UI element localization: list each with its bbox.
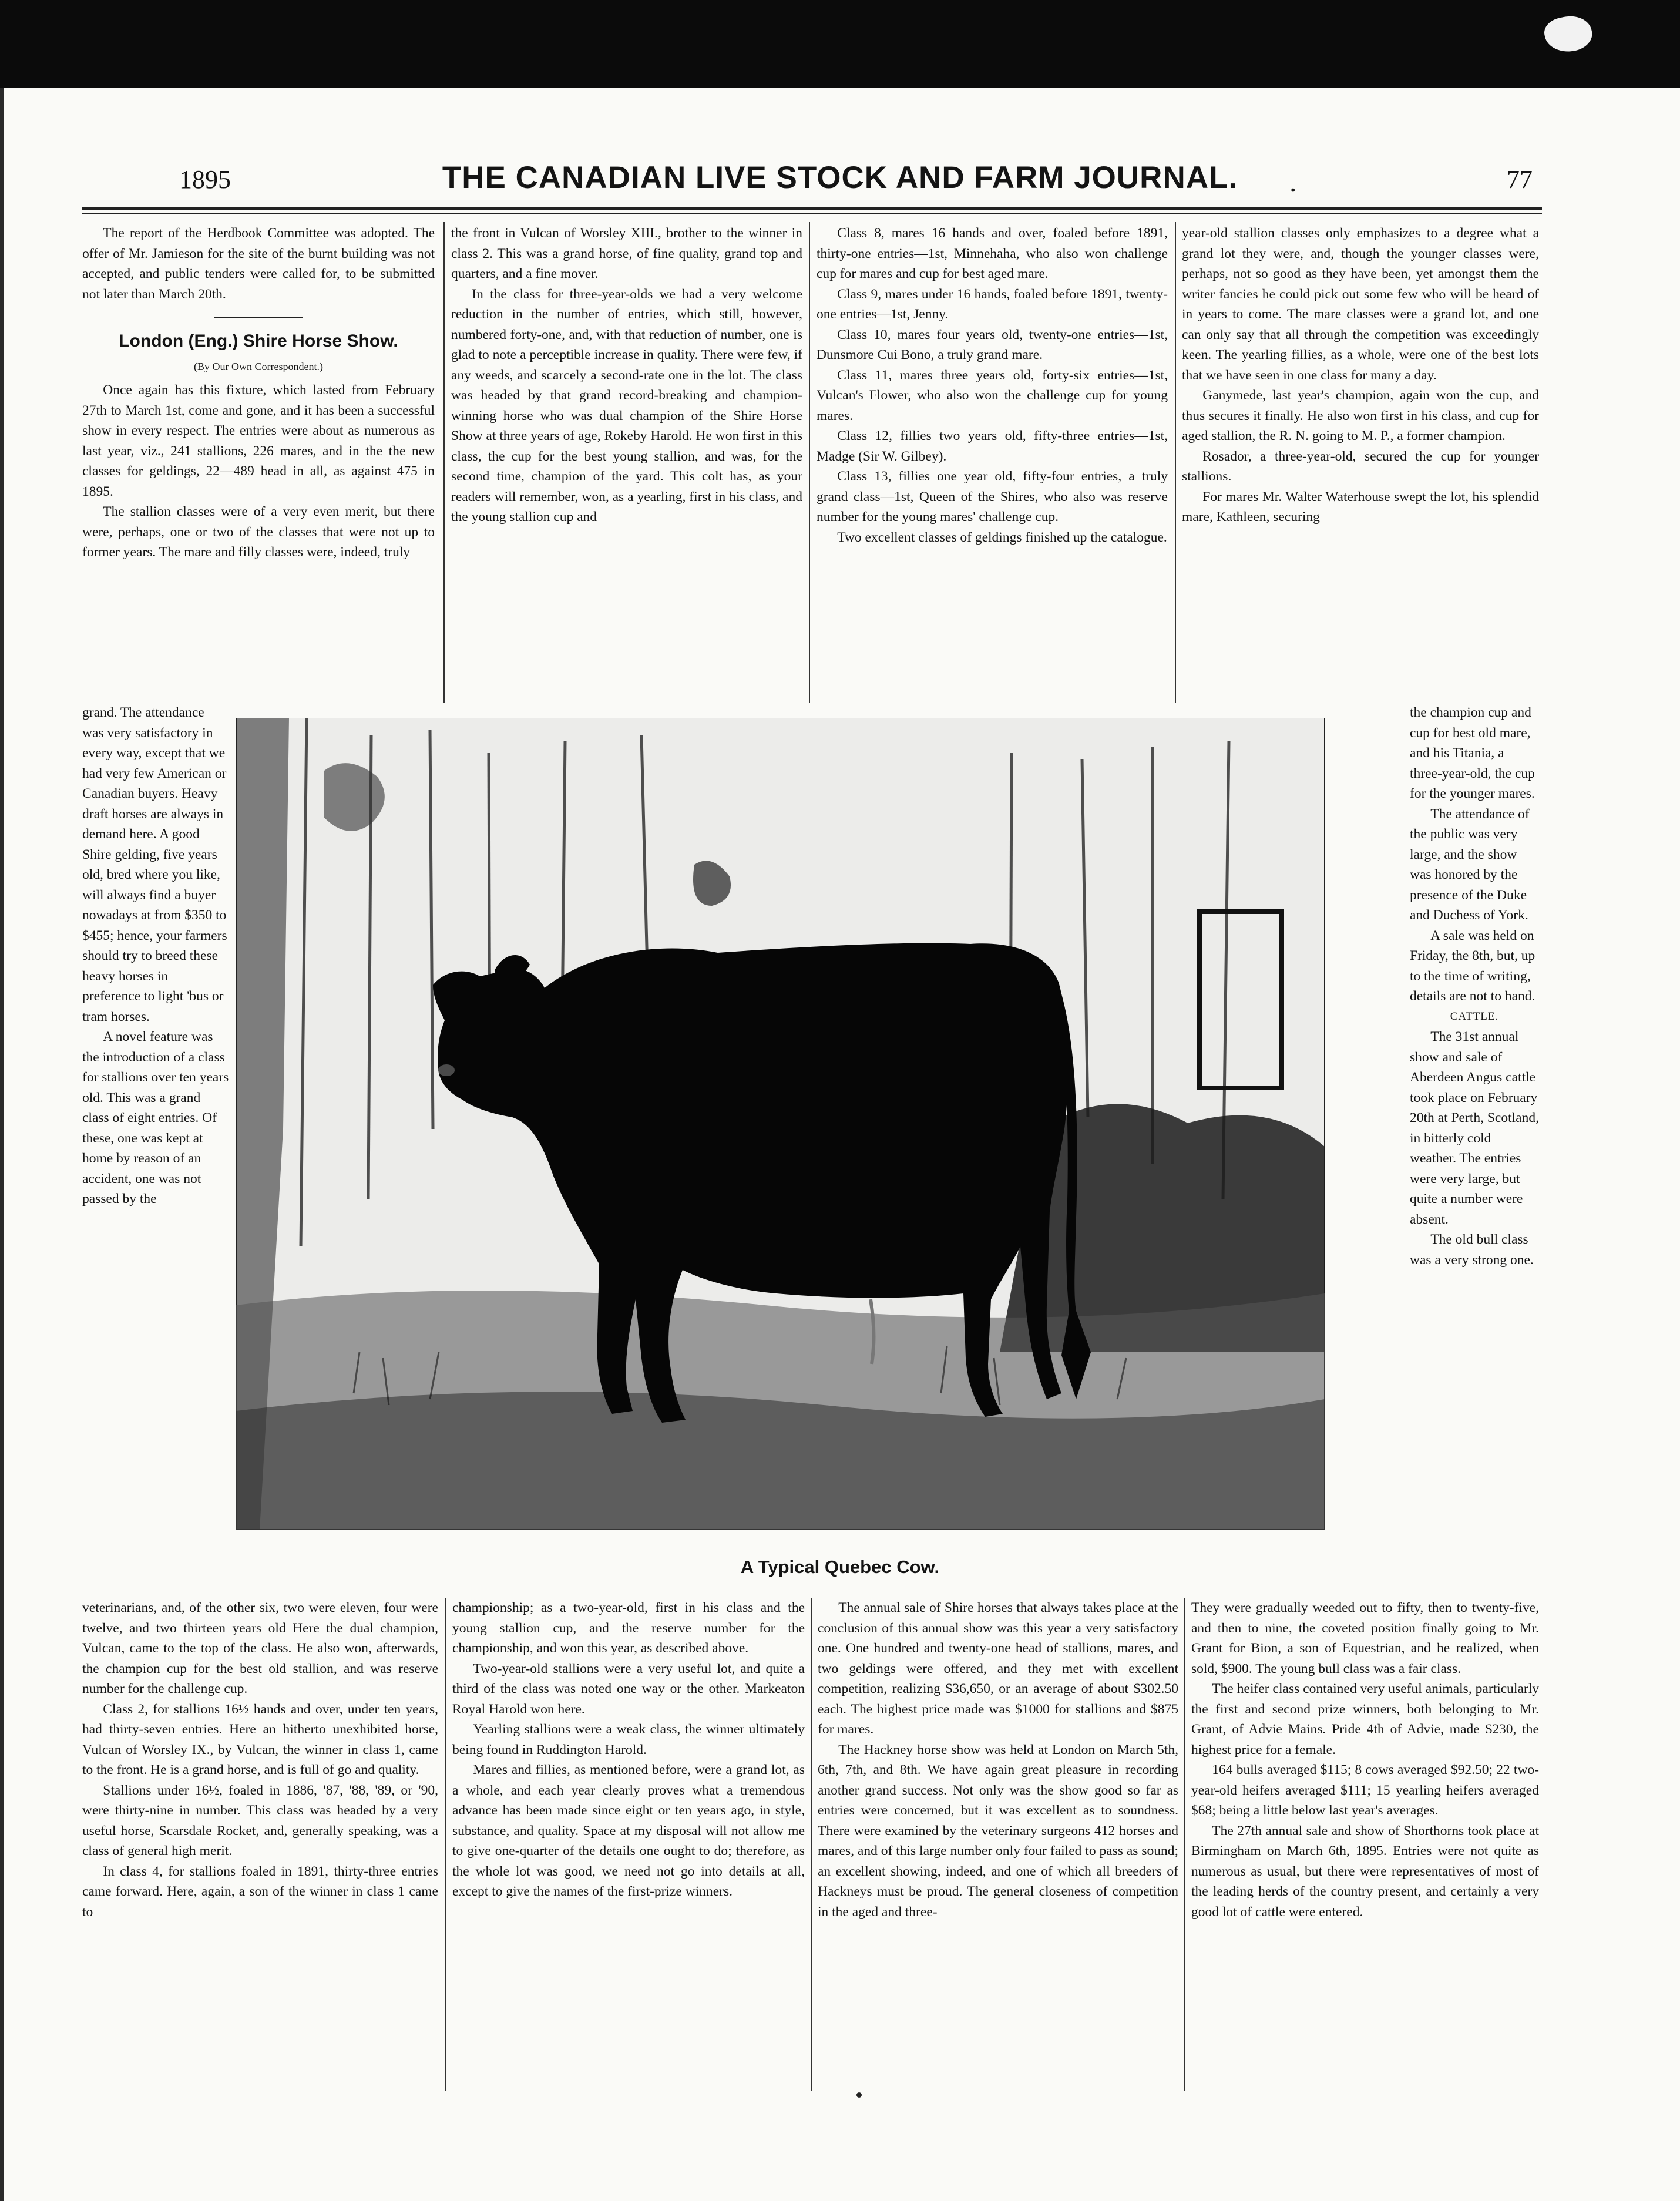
- header-rule-top: [82, 207, 1542, 210]
- herdbook-paragraph: The report of the Herdbook Committee was adopted. The offer of Mr. Jamieson for the site of the burnt building was not accepted, and public tenders were called for, to be submitted not later than March 20th.: [82, 226, 435, 302]
- column-4-bottom: [1191, 1598, 1539, 1922]
- scan-top-border: [0, 0, 1680, 88]
- article-paragraph: A sale was held on Friday, the 8th, but, up to the time of writing, details are not to hand.: [1410, 928, 1535, 1004]
- column-2-top: [451, 223, 802, 527]
- header-year: 1895: [179, 165, 231, 194]
- article-paragraph: 164 bulls averaged $115; 8 cows averaged $92.50; 22 two-year-old heifers averaged $111; 15 yearling heifers averaged $68; being a little below last year's averages.: [1191, 1762, 1539, 1818]
- article-paragraph: Rosador, a three-year-old, secured the cup for younger stallions.: [1182, 448, 1539, 484]
- article-paragraph: grand. The attendance was very satisfactory in every way, except that we had very few American or Canadian buyers. Heavy draft horses are always in demand here. A good Shire gelding, five years old, bred where you like, will always find a buyer nowadays at from $350 to $455; hence, your farmers should try to breed these heavy horses in preference to light 'bus or tram horses.: [82, 705, 227, 1024]
- article-paragraph: veterinarians, and, of the other six, two were eleven, four were twelve, and two thirteen years old Here the dual champion, Vulcan, came to the top of the class. He also won, afterwards, the champion cup for the best old stallion, and was reserve number for the challenge cup.: [82, 1600, 438, 1696]
- column-4-top: [1182, 223, 1539, 527]
- article-paragraph: In the class for three-year-olds we had a very welcome reduction in the number of entries, which still, however, numbered forty-one, and, with that reduction of number, one is glad to note a perceptible increase in quality. There were few, if any weeds, and scarcely a second-rate one in the lot. The class was headed by that grand record-breaking and champion-winning horse who was dual champion of the Shire Horse Show at three years of age, Rokeby Harold. He won first in this class, the cup for the best young stallion, and was, for the second time, champion of the yard. This colt has, as your readers will remember, won, as a yearling, first in his class, and the young stallion cup and: [451, 286, 802, 525]
- footer-mark: [856, 2092, 862, 2098]
- article-paragraph: For mares Mr. Walter Waterhouse swept the lot, his splendid mare, Kathleen, securing: [1182, 489, 1539, 525]
- column-divider-1-top: [443, 222, 445, 703]
- page-number: 77: [1507, 165, 1533, 194]
- article-paragraph: The annual sale of Shire horses that always takes place at the conclusion of this annual show was this year a very satisfactory one. One hundred and twenty-one head of stallions, mares, and two geldings were offered, and they met with excellent competition, realizing $36,650, or an average of about $302.50 each. The highest price made was $1000 for stallions and $875 for mares.: [818, 1600, 1178, 1737]
- column-1-narrow: [82, 703, 229, 1209]
- column-4-narrow: [1410, 703, 1539, 1270]
- column-3-bottom: [818, 1598, 1178, 1922]
- column-divider-1-bottom: [445, 1598, 446, 2091]
- article-paragraph: championship; as a two-year-old, first in his class and the young stallion cup, and the reserve number for the championship, and won this year, as described above.: [452, 1600, 805, 1656]
- article-paragraph: The Hackney horse show was held at London on March 5th, 6th, 7th, and 8th. We have again great pleasure in recording another grand success. Not only was the show good so far as entries were concerned, but it was excellent as to soundness. There were examined by the veterinary surgeons 412 horses and mares, and of this large number only four failed to pass as sound; an excellent showing, indeed, and one of which all breeders of Hackneys must be proud. The general closeness of competition in the aged and three-: [818, 1742, 1178, 1920]
- article-paragraph: Once again has this fixture, which lasted from February 27th to March 1st, come and gone, and it has been a successful show in every respect. The entries were about as numerous as last year, viz., 241 stallions, 226 mares, and in the the new classes for geldings, 22—489 head in all, as against 475 in 1895.: [82, 382, 435, 499]
- article-paragraph: The old bull class was a very strong one.: [1410, 1232, 1534, 1268]
- article-paragraph: Stallions under 16½, foaled in 1886, '87, '88, '89, or '90, were thirty-nine in number. This class was headed by a very useful horse, Scarsdale Rocket, and, generally speaking, was a class of general high merit.: [82, 1782, 438, 1859]
- article-paragraph: Yearling stallions were a weak class, the winner ultimately being found in Ruddington Harold.: [452, 1722, 805, 1758]
- article-paragraph: Mares and fillies, as mentioned before, were a grand lot, as a whole, and each year clearly proves what a tremendous advance has been made since eight or ten years ago, in style, substance, and quality. Space at my disposal will not allow me to give one-quarter of the details one ought to do; therefore, as the whole lot was good, we need not go into details at all, except to give the names of the first-prize winners.: [452, 1762, 805, 1899]
- class-result: Class 9, mares under 16 hands, foaled before 1891, twenty-one entries—1st, Jenny.: [817, 286, 1168, 322]
- byline: (By Our Own Correspondent.): [194, 360, 323, 372]
- header-rule-bottom: [82, 213, 1542, 214]
- class-result: Class 10, mares four years old, twenty-one entries—1st, Dunsmore Cui Bono, a truly grand mare.: [817, 327, 1168, 362]
- article-paragraph: The stallion classes were of a very even merit, but there were, perhaps, one or two of the classes that were not up to former years. The mare and filly classes were, indeed, truly: [82, 504, 435, 560]
- column-divider-3-top: [1175, 222, 1176, 703]
- article-paragraph: Ganymede, last year's champion, again won the cup, and thus secures it finally. He also won first in his class, and cup for aged stallion, the R. N. going to M. P., a former champion.: [1182, 388, 1539, 443]
- header-dot: .: [1289, 165, 1297, 198]
- article-heading: London (Eng.) Shire Horse Show.: [119, 331, 398, 351]
- article-paragraph: In class 4, for stallions foaled in 1891, thirty-three entries came forward. Here, again, a son of the winner in class 1 came to: [82, 1863, 438, 1920]
- article-paragraph: Two-year-old stallions were a very useful lot, and quite a third of the class was noted one way or the other. Markeaton Royal Harold won here.: [452, 1661, 805, 1717]
- article-paragraph: They were gradually weeded out to fifty, then to twenty-five, and then to nine, the coveted position finally going to Mr. Grant for Bion, a son of Equestrian, and he realized, when sold, $900. The young bull class was a fair class.: [1191, 1600, 1539, 1676]
- scan-left-edge: [0, 88, 4, 2201]
- column-divider-2-top: [809, 222, 810, 703]
- class-result: Class 8, mares 16 hands and over, foaled before 1891, thirty-one entries—1st, Minnehaha, who also won challenge cup for mares and cup for best aged mare.: [817, 226, 1168, 281]
- class-result: Class 13, fillies one year old, fifty-four entries, a truly grand class—1st, Queen of the Shires, who also was reserve number for the young mares' challenge cup.: [817, 469, 1168, 525]
- column-3-top: [817, 223, 1168, 547]
- separator-ornament: [214, 311, 303, 324]
- class-result: Class 11, mares three years old, forty-six entries—1st, Vulcan's Flower, who also won the challenge cup for young mares.: [817, 367, 1168, 424]
- article-paragraph: The attendance of the public was very large, and the show was honored by the presence of the Duke and Duchess of York.: [1410, 806, 1530, 923]
- cow-photograph: [236, 718, 1325, 1530]
- article-paragraph: The 31st annual show and sale of Aberdeen Angus cattle took place on February 20th at Perth, Scotland, in bitterly cold weather. The entries were very large, but quite a number were absent.: [1410, 1029, 1539, 1227]
- column-1-bottom: [82, 1598, 438, 1922]
- journal-title: THE CANADIAN LIVE STOCK AND FARM JOURNAL.: [442, 160, 1238, 195]
- column-divider-2-bottom: [811, 1598, 812, 2091]
- article-paragraph: Class 2, for stallions 16½ hands and over, under ten years, had thirty-seven entries. Here an hitherto unexhibited horse, Vulcan of Worsley IX., by Vulcan, the winner in class 1, came to the front. He is a grand horse, and is full of go and quality.: [82, 1701, 438, 1777]
- article-paragraph: year-old stallion classes only emphasizes to a degree what a grand lot they were, and, though the younger classes were, perhaps, not so good as they have been, yet amongst them the writer fancies he could pick out some few who will be heard of in years to come. The mare classes were a grand lot, and one can only say that all through the competition was exceedingly keen. The yearling fillies, as a whole, were one of the best lots that we have seen in one class for many a day.: [1182, 226, 1539, 383]
- article-paragraph: The 27th annual sale and show of Shorthorns took place at Birmingham on March 6th, 1895. Entries were not quite as numerous as usual, but there were representatives of most of the leading herds of the country present, and certainly a very good lot of cattle were entered.: [1191, 1823, 1539, 1920]
- column-divider-3-bottom: [1184, 1598, 1185, 2091]
- class-result: Class 12, fillies two years old, fifty-three entries—1st, Madge (Sir W. Gilbey).: [817, 428, 1168, 464]
- article-paragraph: The heifer class contained very useful animals, particularly the first and second prize winners, both belonging to Mr. Grant, of Advie Mains. Pride 4th of Advie, made $230, the highest price for a female.: [1191, 1681, 1539, 1758]
- article-paragraph: the front in Vulcan of Worsley XIII., brother to the winner in class 2. This was a grand horse, of fine quality, grand top and quarters, and a fine mover.: [451, 226, 802, 281]
- article-paragraph: the champion cup and cup for best old mare, and his Titania, a three-year-old, the cup for the younger mares.: [1410, 705, 1535, 801]
- column-2-bottom: [452, 1598, 805, 1902]
- class-result: Two excellent classes of geldings finished up the catalogue.: [837, 529, 1167, 545]
- column-1-top: [82, 223, 435, 563]
- section-heading-cattle: CATTLE.: [1450, 1010, 1499, 1023]
- article-paragraph: A novel feature was the introduction of a class for stallions over ten years old. This was a grand class of eight entries. Of these, one was kept at home by reason of an accident, one was not passed by the: [82, 1029, 229, 1207]
- photo-caption: A Typical Quebec Cow.: [740, 1557, 940, 1577]
